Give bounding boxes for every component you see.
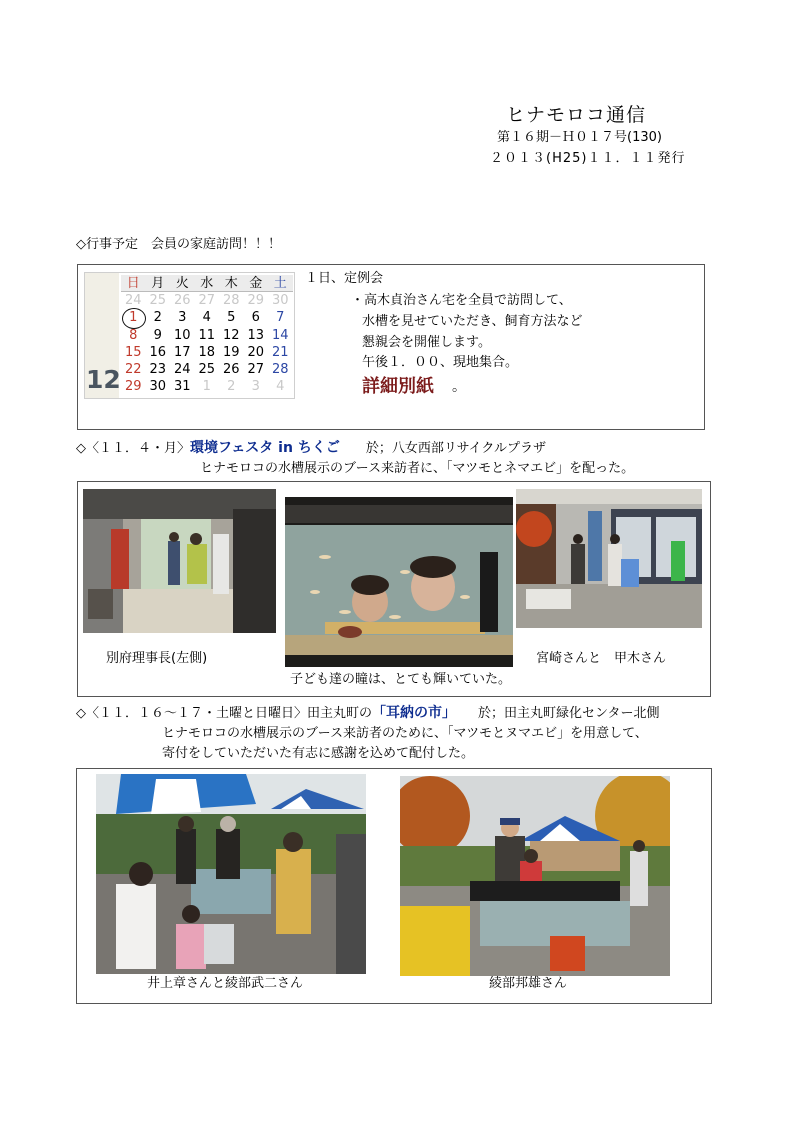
event2-description-2: 寄付をしていただいた有志に感謝を込めて配付した。 [162, 746, 475, 761]
event1-name: 環境フェスタ in ちくご [190, 440, 340, 456]
calendar-weekday: 火 [170, 275, 195, 292]
event2-name: 「耳納の市」 [372, 705, 456, 721]
calendar-weekday: 木 [219, 275, 244, 292]
calendar-weekday: 月 [146, 275, 171, 292]
event1-caption-center: 子ども達の瞳は、とても輝いていた。 [290, 672, 512, 687]
calendar-day: 26 [173, 293, 191, 309]
event1-caption-right: 宮崎さんと 甲木さん [536, 651, 667, 666]
calendar-month: 12 [85, 273, 119, 398]
event2-caption-left: 井上章さんと綾部武二さん [147, 976, 304, 991]
calendar-day: 22 [124, 361, 142, 377]
calendar-week-row [121, 344, 293, 361]
calendar-day: 11 [198, 327, 216, 343]
calendar-day: 27 [198, 293, 216, 309]
calendar-day: 10 [173, 327, 191, 343]
calendar-day: 8 [129, 327, 138, 343]
details-period: 。 [452, 379, 466, 395]
calendar-day: 18 [198, 344, 216, 360]
calendar-day: 25 [198, 361, 216, 377]
event1-heading: ◇〈１１．４・月〉環境フェスタ in ちくご 於；八女西部リサイクルプラザ [76, 440, 547, 456]
schedule-heading: ◇行事予定 会員の家庭訪問！！！ [76, 237, 281, 252]
calendar-day: 17 [173, 344, 191, 360]
calendar-day: 1 [202, 379, 211, 395]
calendar-weekday: 日 [121, 275, 146, 292]
calendar-day: 28 [222, 293, 240, 309]
calendar-day: 21 [271, 344, 289, 360]
calendar-week-row [121, 327, 293, 344]
issue-date: ２０１３(H25)１１．１１発行 [490, 151, 686, 166]
calendar-day: 4 [276, 379, 285, 395]
calendar-weekday-row [121, 275, 293, 292]
calendar-day: 25 [149, 293, 167, 309]
calendar-day: 9 [153, 327, 162, 343]
schedule-line-1: １日、定例会 [305, 271, 384, 286]
calendar-day: 1 [129, 310, 138, 326]
calendar-day: 28 [271, 361, 289, 377]
issue-number: 第１６期－Ｈ０１７号(130) [497, 130, 662, 145]
calendar-day: 29 [247, 293, 265, 309]
calendar-day: 4 [202, 310, 211, 326]
calendar-day: 13 [247, 327, 265, 343]
event2-heading: ◇〈１１．１６～１７・土曜と日曜日〉田主丸町の「耳納の市」 於；田主丸町緑化センター北側 [76, 705, 660, 721]
schedule-line-3: 水槽を見せていただき、飼育方法など [362, 314, 583, 329]
event2-caption-right: 綾部邦雄さん [489, 976, 568, 991]
calendar-day: 27 [247, 361, 265, 377]
calendar-week-row [121, 292, 293, 309]
event2-description-1: ヒナモロコの水槽展示のブース来訪者のために、「マツモとヌマエビ」を用意して、 [162, 726, 648, 741]
calendar-day: 3 [178, 310, 187, 326]
calendar-day: 24 [173, 361, 191, 377]
calendar-day: 29 [124, 379, 142, 395]
calendar-day: 7 [276, 310, 285, 326]
calendar-day: 2 [153, 310, 162, 326]
schedule-line-5: 午後１．００、現地集合。 [362, 355, 519, 370]
calendar-highlight-circle [122, 308, 146, 329]
calendar-day: 31 [173, 379, 191, 395]
calendar-weekday: 水 [195, 275, 220, 292]
calendar-day: 16 [149, 344, 167, 360]
calendar-day: 30 [271, 293, 289, 309]
photo-market-booth-right [400, 776, 670, 976]
calendar-grid [121, 275, 293, 395]
event1-description: ヒナモロコの水槽展示のブース来訪者に、「マツモとネマエビ」を配った。 [200, 461, 635, 476]
calendar-weekday: 土 [268, 275, 293, 292]
calendar-day: 30 [149, 379, 167, 395]
calendar-weekday: 金 [244, 275, 269, 292]
calendar-day: 14 [271, 327, 289, 343]
calendar-day: 23 [149, 361, 167, 377]
calendar-day: 2 [227, 379, 236, 395]
calendar-day: 5 [227, 310, 236, 326]
calendar-week-row [121, 378, 293, 395]
photo-booth-entrance [83, 489, 276, 633]
newsletter-title: ヒナモロコ通信 [506, 104, 647, 126]
photo-aquarium-children [285, 497, 513, 667]
calendar-day: 12 [222, 327, 240, 343]
photo-market-booth-left [96, 774, 366, 974]
calendar-week-row [121, 361, 293, 378]
calendar [84, 272, 295, 399]
calendar-week-row [121, 309, 293, 326]
event1-caption-left: 別府理事長(左側) [106, 651, 208, 666]
calendar-day: 26 [222, 361, 240, 377]
calendar-day: 6 [251, 310, 260, 326]
calendar-day: 3 [251, 379, 260, 395]
calendar-day: 19 [222, 344, 240, 360]
details-separate-sheet: 詳細別紙 [362, 376, 434, 397]
calendar-day: 24 [124, 293, 142, 309]
schedule-line-4: 懇親会を開催します。 [362, 335, 491, 350]
calendar-day: 20 [247, 344, 265, 360]
schedule-line-2: ・高木貞治さん宅を全員で訪問して、 [351, 293, 572, 308]
photo-booth-outside [516, 489, 702, 628]
calendar-day: 15 [124, 344, 142, 360]
